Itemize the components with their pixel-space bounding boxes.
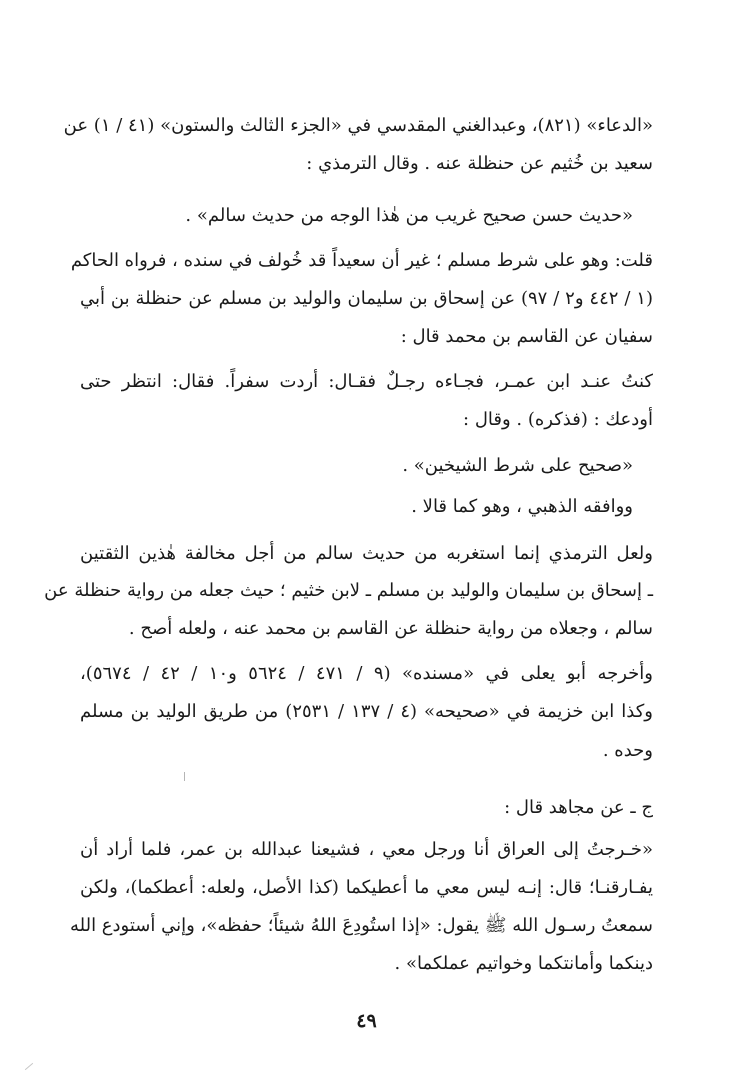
text-line-3: قلت: وهو على شرط مسلم ؛ غير أن سعيداً قد خُولف في سنده ، فرواه الحاكم <box>70 250 653 271</box>
text-line-9: ولعل الترمذي إنما استغربه من حديث سالم من أجل مخالفة هٰذين الثقتين <box>80 543 653 564</box>
section-heading <box>504 795 653 821</box>
stray-mark <box>25 1063 33 1070</box>
section-heading-text: ج ـ عن مجاهد قال : <box>504 797 653 818</box>
text-line-18: دينكما وأمانتكما وخواتيم عملكما» . <box>394 953 653 974</box>
text-line-8: ووافقه الذهبي ، وهو كما قالا . <box>411 496 633 517</box>
text-line-12: وأخرجه أبو يعلى في «مسنده» (٩ / ٤٧١ / ٥٦٢٤ و١٠ / ٤٢ / ٥٦٧٤)، <box>80 663 653 684</box>
text-line-17: سمعتُ رسـول الله ﷺ يقول: «إذا استُودِعَ اللهُ شيئاً؛ حفظه»، وإني أستودع الله <box>69 915 653 936</box>
page-number: ٤٩ <box>356 1010 377 1032</box>
text-line-7: أودعك : (فذكره) . وقال : <box>463 409 653 430</box>
text-line-16: يفـارقنـا؛ قال: إنـه ليس معي ما أعطيكما (كذا الأصل، ولعله: أعطكما)، ولكن <box>80 877 653 898</box>
text-line-2: سعيد بن خُثيم عن حنظلة عنه . وقال الترمذي : <box>306 153 653 174</box>
text-line-11: سالم ، وجعلاه من رواية حنظلة عن القاسم بن محمد عنه ، ولعله أصح . <box>128 618 653 639</box>
text-line-6: كنتُ عنـد ابن عمـر، فجـاءه رجـلٌ فقـال: أردت سفراً. فقال: انتظر حتى <box>80 371 653 392</box>
text-line-10: ـ إسحاق بن سليمان والوليد بن مسلم ـ لابن خثيم ؛ حيث جعله من رواية حنظلة عن <box>44 580 653 601</box>
stray-mark <box>184 772 185 781</box>
quote-line-2: «صحيح على شرط الشيخين» . <box>402 455 633 476</box>
text-line-1: «الدعاء» (٨٢١)، وعبدالغني المقدسي في «الجزء الثالث والستون» (٤١ / ١) عن <box>63 115 653 136</box>
text-line-14: وحده . <box>602 740 653 761</box>
text-line-15: «خـرجتُ إلى العراق أنا ورجل معي ، فشيعنا عبدالله بن عمر، فلما أراد أن <box>80 839 653 860</box>
text-line-13: وكذا ابن خزيمة في «صحيحه» (٤ / ١٣٧ / ٢٥٣١) من طريق الوليد بن مسلم <box>80 701 653 722</box>
quote-line-1: «حديث حسن صحيح غريب من هٰذا الوجه من حديث سالم» . <box>185 205 633 226</box>
text-line-5: سفيان عن القاسم بن محمد قال : <box>400 326 653 347</box>
text-line-4: (١ / ٤٤٢ و٢ / ٩٧) عن إسحاق بن سليمان والوليد بن مسلم عن حنظلة بن أبي <box>80 288 653 309</box>
